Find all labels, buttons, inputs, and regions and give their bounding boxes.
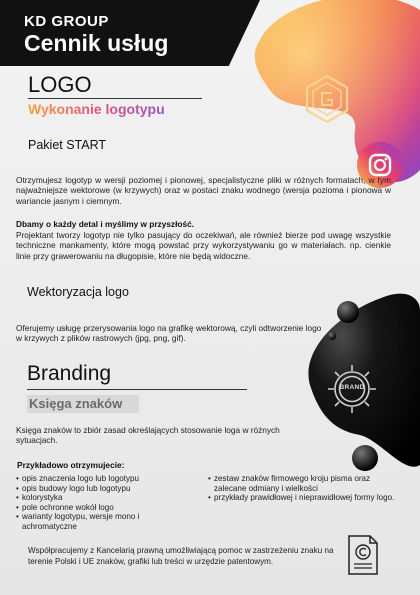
examples-list-right [208,474,398,503]
list-item: • pole ochronne wokół logo [16,503,196,513]
brand-badge-label: BRAND [339,384,365,391]
section-heading-branding: Branding [27,362,112,385]
brand-name: KD GROUP [24,13,109,30]
footer-note: Współpracujemy z Kancelarią prawną umożliwiającą pomoc w zastrzeżeniu znaku na terenie Polski i UE znaków, grafiki lub treści w urzędzie patentowym. [28,546,334,566]
list-item: • kolorystyka [16,493,196,503]
examples-heading: Przykładowo otrzymujecie: [17,460,125,470]
vectorization-heading: Wektoryzacja logo [27,285,129,299]
package-name: Pakiet START [28,138,107,152]
page-title: Cennik usług [24,30,169,56]
list-item: • opis budowy logo lub logotypu [16,484,196,494]
copyright-document-icon [346,534,380,576]
list-item: • opis znaczenia logo lub logotypu [16,474,196,484]
subheading-box [27,395,139,413]
detail-paragraph: Projektant tworzy logotyp nie tylko pasujący do oczekiwań, ale również bierze pod uwagę wszystkie techniczne mankamenty, które mogą powstać przy wykorzystywaniu go w materiałach. np. cienkie linie przy grawerowaniu na długopisie, które nie będą widoczne. [16,230,391,261]
section-subheading-branding: Księga znaków [29,396,123,411]
list-item: • zestaw znaków firmowego kroju pisma oraz zalecane odmiany i wielkości [208,474,398,493]
list-item: • przykłady prawidłowej i nieprawidłowej formy logo. [208,493,398,503]
logo-paragraph: Otrzymujesz logotyp w wersji poziomej i pionowej, specjalistyczne pliki w różnych formatach, w tym najważniejsze wektorowe (w krzywych) oraz w postaci znaku wodnego (wersja pozioma i pionowa w wariancie jasnym i ciemnym. [16,175,391,206]
examples-list-left [16,474,196,532]
branding-paragraph: Księga znaków to zbiór zasad określających stosowanie loga w różnych sytuacjach. [16,425,280,446]
divider [27,389,247,390]
hexagon-logo-icon [304,74,350,124]
list-item: • warianty logotypu, wersje mono i achromatyczne [16,512,196,531]
section-subheading-logo: Wykonanie logotypu [28,101,165,117]
vectorization-paragraph: Oferujemy usługę przerysowania logo na grafikę wektorową, czyli odtworzenie logo w krzywych z plików rastrowych (jpg, png, gif). [16,323,322,344]
section-heading-logo: LOGO [28,72,92,97]
divider [28,98,202,99]
detail-heading: Dbamy o każdy detal i myślimy w przyszłość. [16,219,194,229]
